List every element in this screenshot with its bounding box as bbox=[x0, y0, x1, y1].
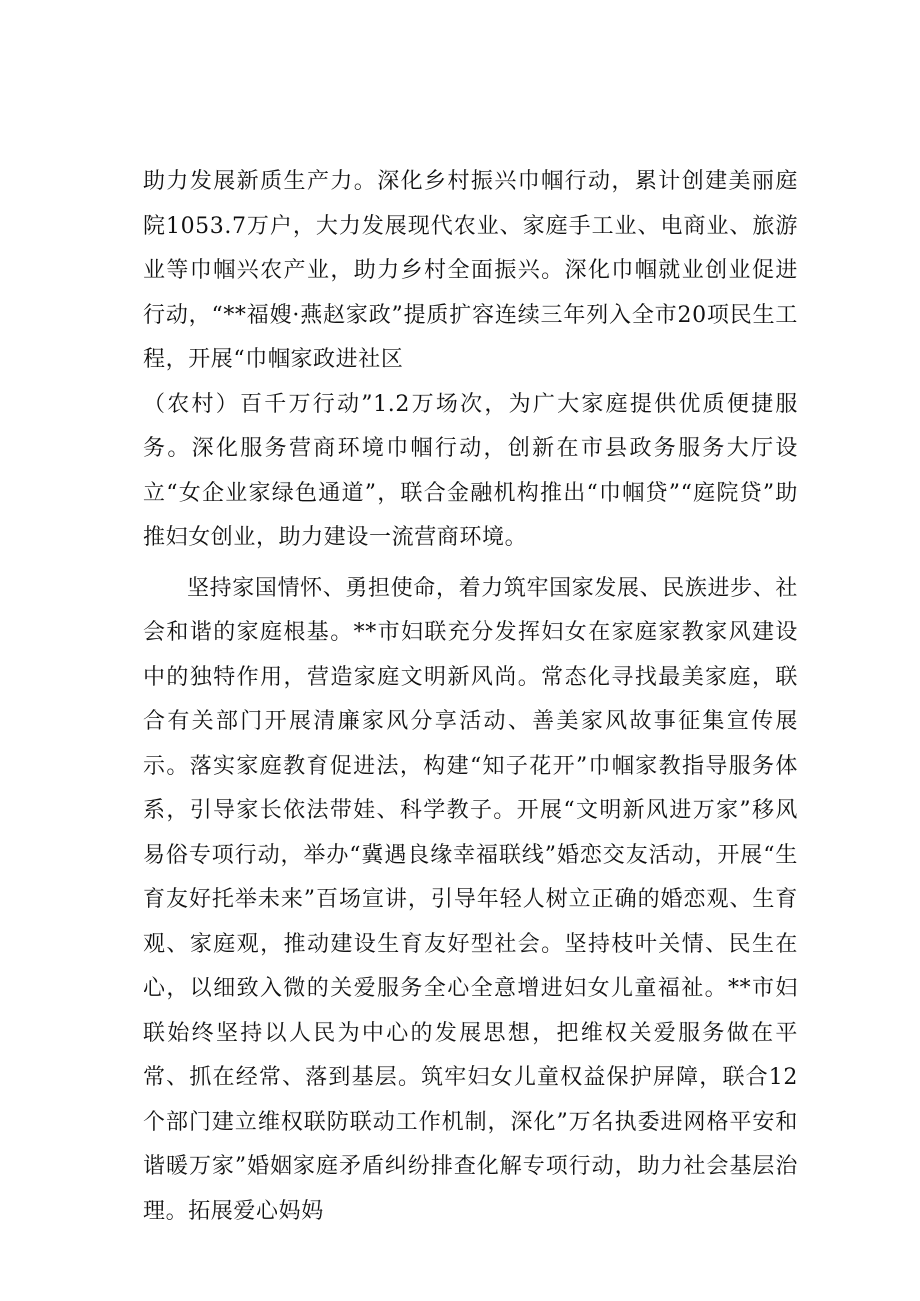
paragraph-1: 助力发展新质生产力。深化乡村振兴巾帼行动，累计创建美丽庭院1053.7万户，大力发展现代农业、家庭手工业、电商业、旅游业等巾帼兴农产业，助力乡村全面振兴。深化巾帼就业创业促进行动，“**福嫂·燕赵家政”提质扩容连续三年列入全市20项民生工程，开展“巾帼家政进社区 bbox=[143, 169, 798, 372]
paragraph-3: 坚持家国情怀、勇担使命，着力筑牢国家发展、民族进步、社会和谐的家庭根基。**市妇联充分发挥妇女在家庭家教家风建设中的独特作用，营造家庭文明新风尚。常态化寻找最美家庭，联合有关部门开展清廉家风分享活动、善美家风故事征集宣传展示。落实家庭教育促进法，构建“知子花开”巾帼家教指导服务体系，引导家长依法带娃、科学教子。开展“文明新风进万家”移风易俗专项行动，举办“冀遇良缘幸福联线”婚恋交友活动，开展“生育友好托举未来”百场宣讲，引导年轻人树立正确的婚恋观、生育观、家庭观，推动建设生育友好型社会。坚持枝叶关情、民生在心，以细致入微的关爱服务全心全意增进妇女儿童福祉。**市妇联始终坚持以人民为中心的发展思想，把维权关爱服务做在平常、抓在经常、落到基层。筑牢妇女儿童权益保护屏障，联合12个部门建立维权联防联动工作机制，深化”万名执委进网格平安和谐暖万家”婚姻家庭矛盾纠纷排查化解专项行动，助力社会基层治理。拓展爱心妈妈 bbox=[143, 575, 798, 1224]
document-body bbox=[143, 160, 798, 1234]
paragraph-2: （农村）百千万行动”1.2万场次，为广大家庭提供优质便捷服务。深化服务营商环境巾帼行动，创新在市县政务服务大厅设立“女企业家绿色通道”，联合金融机构推出“巾帼贷”“庭院贷”助推妇女创业，助力建设一流营商环境。 bbox=[143, 391, 798, 550]
